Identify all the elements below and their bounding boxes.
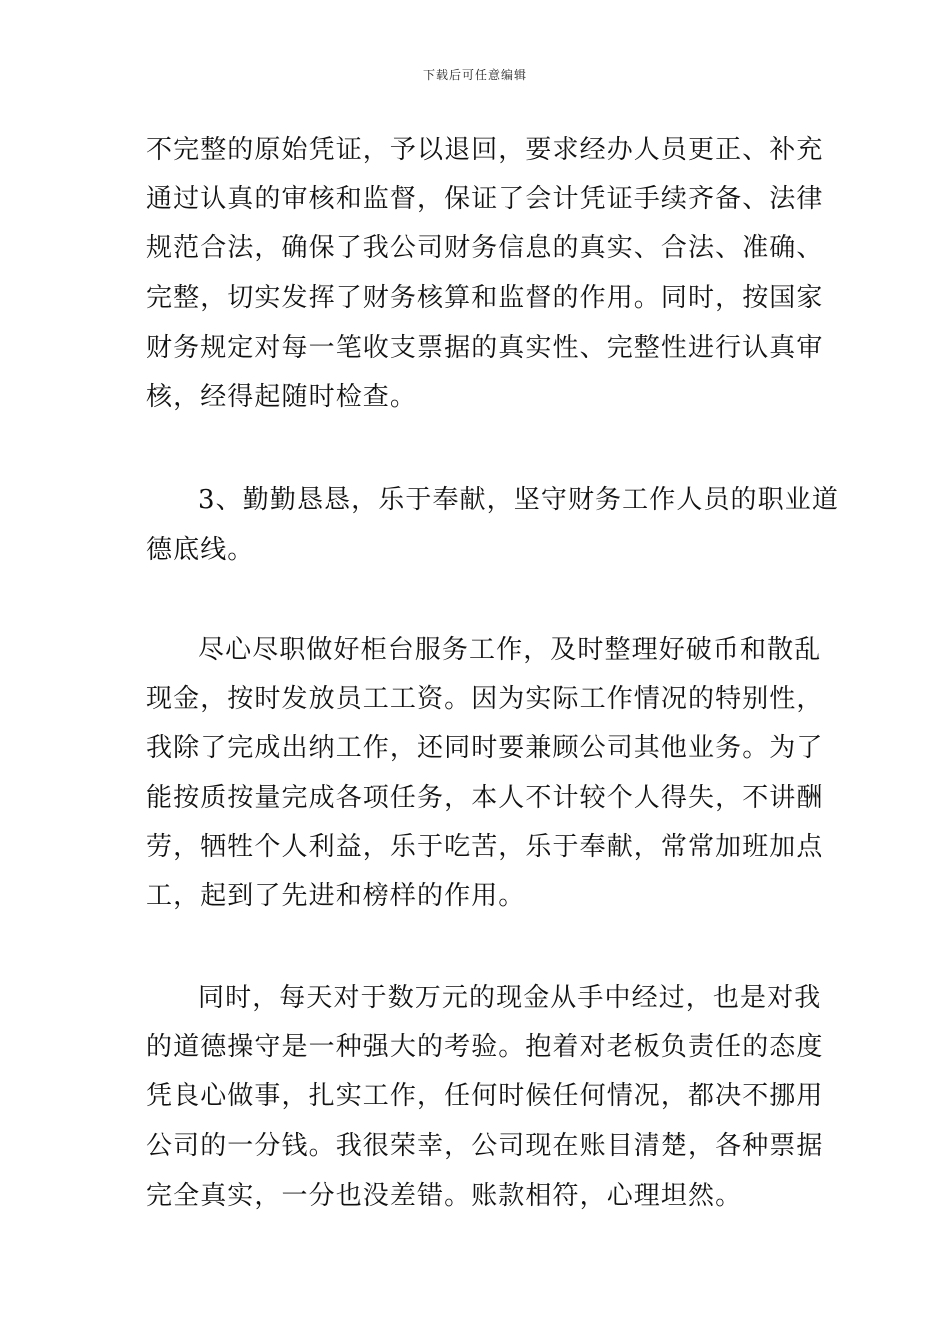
paragraph-3-line-5: 劳，牺牲个人利益，乐于吃苦，乐于奉献，常常加班加点 — [146, 832, 824, 862]
paragraph-1-line-5: 财务规定对每一笔收支票据的真实性、完整性进行认真审 — [146, 333, 824, 363]
paragraph-3-line-3: 我除了完成出纳工作，还同时要兼顾公司其他业务。为了 — [146, 733, 824, 763]
paragraph-4-line-1: 同时，每天对于数万元的现金从手中经过，也是对我 — [198, 983, 822, 1013]
paragraph-2-line-2: 德底线。 — [146, 535, 255, 565]
paragraph-4-line-2: 的道德操守是一种强大的考验。抱着对老板负责任的态度 — [146, 1032, 824, 1062]
paragraph-3-line-2: 现金，按时发放员工工资。因为实际工作情况的特别性， — [146, 684, 824, 714]
paragraph-3-line-4: 能按质按量完成各项任务，本人不计较个人得失，不讲酬 — [146, 783, 824, 813]
paragraph-4-line-4: 公司的一分钱。我很荣幸，公司现在账目清楚，各种票据 — [146, 1131, 824, 1161]
paragraph-3-line-6: 工，起到了先进和榜样的作用。 — [146, 881, 526, 911]
paragraph-1-line-3: 规范合法，确保了我公司财务信息的真实、合法、准确、 — [146, 233, 824, 263]
paragraph-1-line-2: 通过认真的审核和监督，保证了会计凭证手续齐备、法律 — [146, 184, 824, 214]
paragraph-3-line-1: 尽心尽职做好柜台服务工作，及时整理好破币和散乱 — [198, 635, 822, 665]
paragraph-1-line-4: 完整，切实发挥了财务核算和监督的作用。同时，按国家 — [146, 283, 824, 313]
paragraph-2-line-1: 3、勤勤恳恳，乐于奉献，坚守财务工作人员的职业道 — [198, 485, 839, 515]
page-header-note: 下载后可任意编辑 — [422, 68, 527, 82]
paragraph-4-line-3: 凭良心做事，扎实工作，任何时候任何情况，都决不挪用 — [146, 1081, 824, 1111]
paragraph-4-line-5: 完全真实，一分也没差错。账款相符，心理坦然。 — [146, 1181, 743, 1211]
paragraph-1-line-6: 核，经得起随时检查。 — [146, 382, 418, 412]
paragraph-1-line-1: 不完整的原始凭证，予以退回，要求经办人员更正、补充 — [146, 135, 824, 165]
